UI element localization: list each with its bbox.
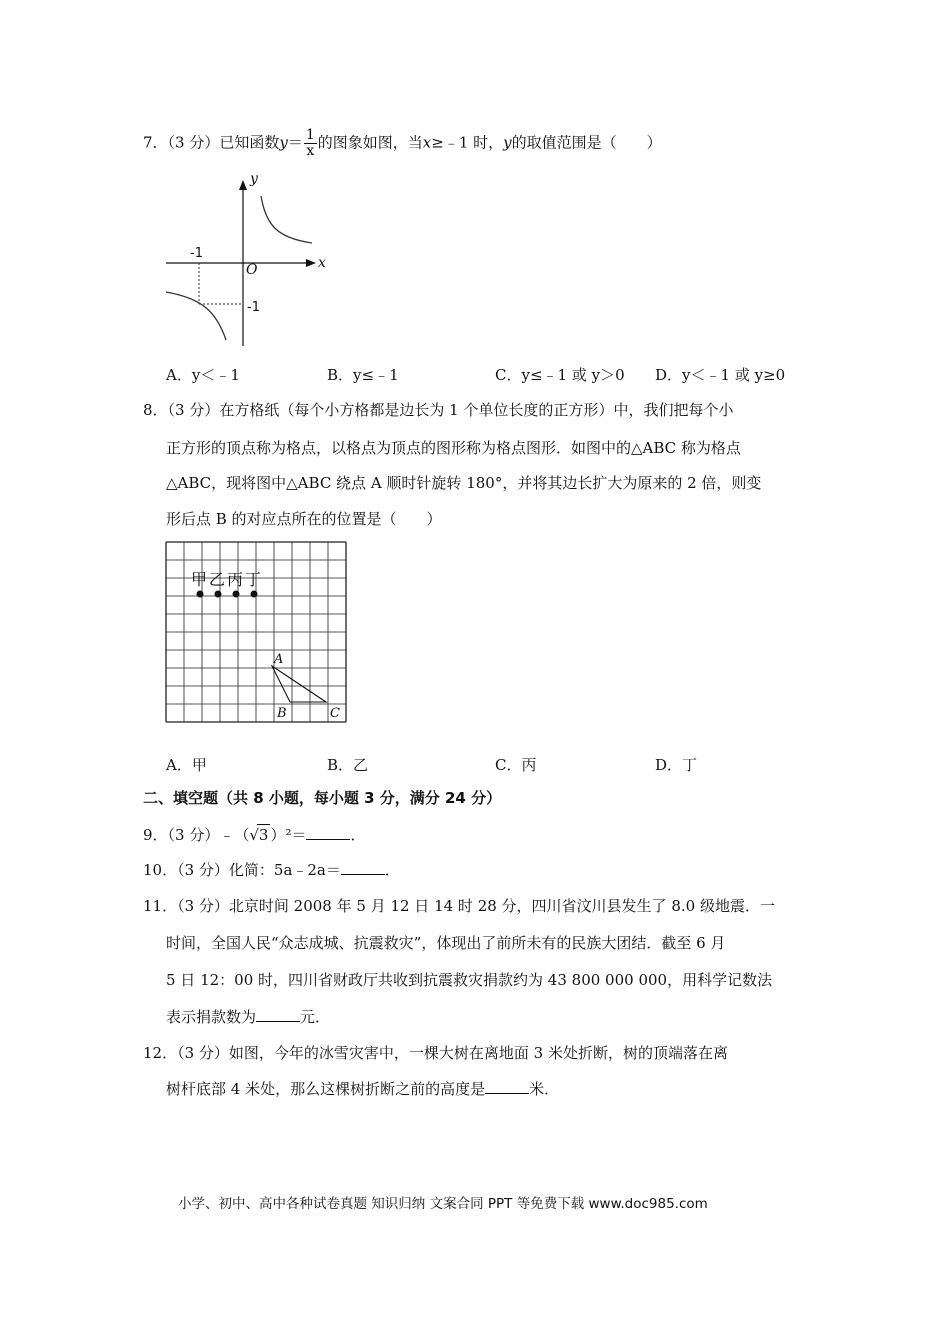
option-text: 丁 (682, 756, 698, 774)
q10-answer-blank[interactable] (341, 860, 385, 875)
option-text: y≤﹣1 (353, 366, 399, 384)
graph-label-y: y (250, 171, 258, 187)
q8-lattice-grid (164, 541, 348, 723)
label-bing: 丙 (227, 570, 244, 589)
grid-lines (166, 542, 346, 722)
option-letter: B． (327, 756, 354, 774)
q10-prefix: 10．（3 分）化简：5a﹣2a＝ (143, 861, 341, 879)
q9-answer-blank[interactable] (306, 825, 350, 840)
q8-line-3: △ABC，现将图中△ABC 绕点 A 顺时针旋转 180°，并将其边长扩大为原来的 2 倍，则变 (166, 474, 762, 492)
hyperbola-branch-q3 (166, 292, 226, 340)
option-text: 甲 (191, 756, 207, 774)
q12-answer-blank[interactable] (485, 1079, 529, 1094)
q7-stem (143, 128, 662, 159)
q7-score: （3 分）已知函数 (167, 133, 280, 152)
option-text: 乙 (353, 756, 369, 774)
point-yi (215, 591, 222, 598)
option-letter: D． (655, 366, 683, 384)
section-heading-fill-in: 二、填空题（共 8 小题，每小题 3 分，满分 24 分） (143, 789, 502, 807)
q12-line2-prefix: 树杆底部 4 米处，那么这棵树折断之前的高度是 (166, 1080, 486, 1098)
label-c: C (330, 706, 340, 721)
q7-option-b[interactable] (327, 364, 399, 385)
point-ding (251, 591, 258, 598)
point-jia (197, 591, 204, 598)
q9-end: ． (350, 826, 366, 844)
q10-stem (143, 860, 400, 880)
q11-line-4 (166, 1007, 330, 1027)
q7-text-after-frac: 的图象如图，当 (317, 133, 423, 152)
triangle-abc (272, 666, 326, 702)
q7-frac-num: 1 (305, 127, 315, 143)
option-letter: C． (495, 366, 522, 384)
q8-line-4: 形后点 B 的对应点所在的位置是（ ） (166, 510, 442, 528)
option-letter: B． (327, 366, 354, 384)
option-text: y＜﹣1 (191, 366, 240, 384)
q7-number: 7． (143, 133, 168, 152)
label-ding: 丁 (245, 570, 262, 589)
q9-suffix: ）²＝ (270, 826, 307, 844)
q11-line-1: 11．（3 分）北京时间 2008 年 5 月 12 日 14 时 28 分，四川省汶川县发生了 8.0 级地震．一 (143, 897, 775, 915)
q8-option-b[interactable] (327, 754, 368, 775)
q8-line-1: 8．（3 分）在方格纸（每个小方格都是边长为 1 个单位长度的正方形）中，我们把每个小 (143, 401, 734, 419)
graph-label-x: x (318, 255, 326, 271)
sqrt-icon: √ (249, 826, 259, 844)
graph-label-neg1-x: -1 (190, 246, 203, 261)
q7-option-c[interactable] (495, 364, 625, 385)
q9-stem (143, 824, 366, 845)
q9-radicand: 3 (258, 826, 269, 844)
q7-tail: 的取值范围是（ ） (511, 133, 662, 152)
label-jia: 甲 (191, 570, 208, 589)
q7-fn-y: y (279, 133, 288, 152)
option-text: y＜﹣1 或 y≥0 (682, 366, 786, 384)
label-yi: 乙 (209, 570, 226, 589)
q7-cond-x: x (422, 133, 432, 152)
option-letter: D． (655, 756, 683, 774)
option-letter: A． (166, 366, 192, 384)
q11-line-2: 时间，全国人民“众志成城、抗震救灾”，体现出了前所未有的民族大团结．截至 6 月 (166, 934, 726, 952)
q8-option-c[interactable] (495, 754, 537, 775)
q12-line-1: 12．（3 分）如图，今年的冰雪灾害中，一棵大树在离地面 3 米处折断，树的顶端落在离 (143, 1044, 728, 1062)
x-axis-arrow-icon (306, 259, 316, 267)
graph-label-origin: O (246, 262, 258, 278)
q12-line2-end: 米． (529, 1080, 560, 1098)
q11-last-prefix: 表示捐款数为 (166, 1008, 257, 1026)
q8-line-2: 正方形的顶点称为格点，以格点为顶点的图形称为格点图形．如图中的△ABC 称为格点 (166, 439, 741, 457)
q8-option-a[interactable] (166, 754, 207, 775)
option-letter: C． (495, 756, 522, 774)
q11-last-end: 元． (300, 1008, 331, 1026)
option-text: y≤﹣1 或 y＞0 (521, 366, 625, 384)
q7-cond: ≥﹣1 时， (431, 133, 504, 152)
q8-option-d[interactable] (655, 754, 697, 775)
q7-fraction (304, 128, 317, 159)
page-footer: 小学、初中、高中各种试卷真题 知识归纳 文案合同 PPT 等免费下载 www.doc985.com (178, 1196, 708, 1212)
option-letter: A． (166, 756, 192, 774)
q12-line-2 (166, 1079, 559, 1099)
q7-option-d[interactable] (655, 364, 785, 385)
q9-prefix: 9．（3 分）﹣（ (143, 826, 250, 844)
point-bing (233, 591, 240, 598)
option-text: 丙 (521, 756, 537, 774)
q7-hyperbola-graph (160, 168, 340, 348)
graph-label-neg1-y: -1 (247, 300, 260, 315)
q7-option-a[interactable] (166, 364, 240, 385)
q7-frac-den: x (306, 143, 315, 159)
q11-line-3: 5 日 12：00 时，四川省财政厅共收到抗震救灾捐款约为 43 800 000 000，用科学记数法 (166, 971, 773, 989)
hyperbola-branch-q1 (261, 196, 312, 243)
q7-y-var: y (503, 133, 512, 152)
y-axis-arrow-icon (239, 180, 247, 190)
q7-fn-eq: ＝ (287, 133, 303, 152)
q10-end: ． (384, 861, 400, 879)
label-b: B (277, 706, 287, 721)
q11-answer-blank[interactable] (256, 1007, 300, 1022)
label-a: A (274, 652, 284, 667)
